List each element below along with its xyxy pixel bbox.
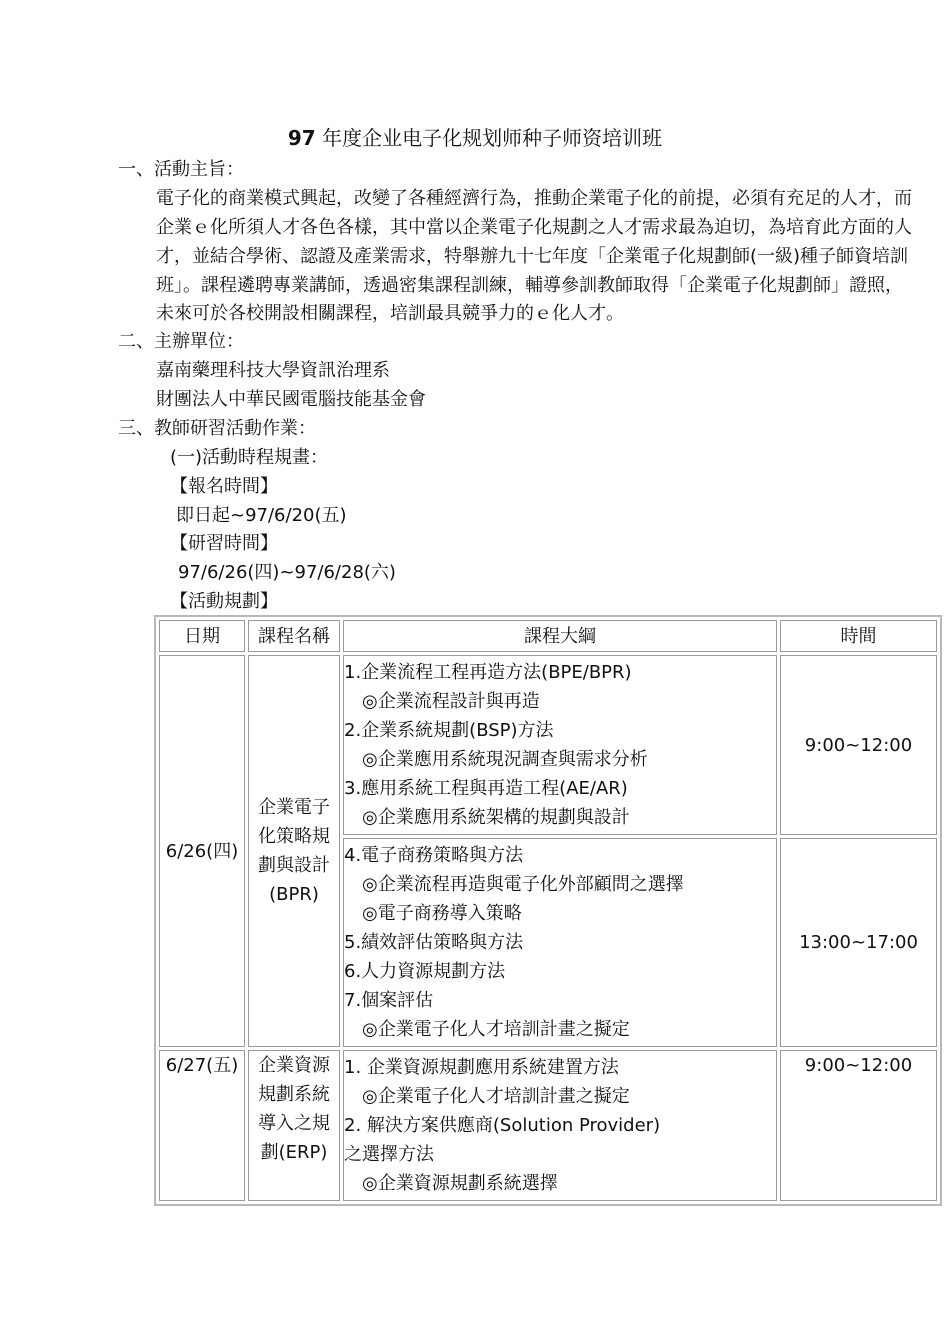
header-course-name: 課程名稱 <box>248 620 340 652</box>
study-value: 97/6/26(四)~97/6/28(六) <box>178 562 396 583</box>
title-year: 97 <box>287 126 316 150</box>
section3-heading: 三、教師研習活動作業： <box>118 418 316 439</box>
section1-line: 未來可於各校開設相關課程，培訓最具競爭力的ｅ化人才。 <box>156 303 624 324</box>
outline-line: 1. 企業資源規劃應用系統建置方法 <box>344 1057 619 1078</box>
outline-line: ◎企業流程設計與再造 <box>362 691 540 712</box>
plan-label: 【活動規劃】 <box>170 591 278 612</box>
day1-afternoon-outline <box>343 838 777 1047</box>
outline-line: ◎企業應用系統架構的規劃與設計 <box>362 807 630 828</box>
day2-outline <box>343 1050 777 1201</box>
outline-line: ◎企業電子化人才培訓計畫之擬定 <box>362 1019 630 1040</box>
section3-subheading: (一)活動時程規畫： <box>170 447 329 468</box>
table-header-row <box>159 620 937 652</box>
day2-course-name <box>248 1050 340 1201</box>
outline-line: 1.企業流程工程再造方法(BPE/BPR) <box>344 662 632 683</box>
day1-morning-time: 9:00~12:00 <box>780 655 937 835</box>
section1-heading: 一、活動主旨： <box>118 159 244 180</box>
header-date: 日期 <box>159 620 245 652</box>
title-text: 年度企业电子化规划师种子师资培训班 <box>322 126 663 150</box>
outline-line: 7.個案評估 <box>344 990 434 1011</box>
day1-date: 6/26(四) <box>159 655 245 1047</box>
day1-morning-outline <box>343 655 777 835</box>
outline-line: 6.人力資源規劃方法 <box>344 961 506 982</box>
outline-line: 4.電子商務策略與方法 <box>344 845 524 866</box>
section1-line: 電子化的商業模式興起，改變了各種經濟行為，推動企業電子化的前提，必須有充足的人才，而 <box>156 188 912 209</box>
section1-line: 班」。課程遴聘專業講師，透過密集課程訓練，輔導參訓教師取得「企業電子化規劃師」證照， <box>156 275 903 296</box>
outline-line: ◎企業流程再造與電子化外部顧問之選擇 <box>362 874 684 895</box>
registration-label: 【報名時間】 <box>170 476 278 497</box>
header-time: 時間 <box>780 620 937 652</box>
page-title <box>0 124 950 153</box>
organizer-name: 嘉南藥理科技大學資訊治理系 <box>156 360 390 381</box>
outline-line: ◎企業資源規劃系統選擇 <box>362 1173 558 1194</box>
table-row <box>159 655 937 835</box>
course-name-line: 企業資源 <box>258 1055 330 1076</box>
outline-line: 2. 解決方案供應商(Solution Provider) <box>344 1115 661 1136</box>
course-name-line: 導入之規 <box>258 1113 330 1134</box>
course-name-line: 劃(ERP) <box>260 1142 328 1163</box>
course-name-line: 化策略規 <box>258 826 330 847</box>
course-name-line: (BPR) <box>269 884 319 905</box>
study-label: 【研習時間】 <box>170 533 278 554</box>
registration-value: 即日起~97/6/20(五) <box>176 505 347 526</box>
outline-line: 之選擇方法 <box>344 1144 434 1165</box>
day1-course-name <box>248 655 340 1047</box>
table-row <box>159 1050 937 1201</box>
outline-line: ◎電子商務導入策略 <box>362 903 522 924</box>
outline-line: 5.績效評估策略與方法 <box>344 932 524 953</box>
outline-line: ◎企業應用系統現況調查與需求分析 <box>362 749 648 770</box>
course-name-line: 劃與設計 <box>258 855 330 876</box>
schedule-table <box>154 615 942 1206</box>
course-name-line: 企業電子 <box>258 797 330 818</box>
outline-line: 3.應用系統工程與再造工程(AE/AR) <box>344 778 628 799</box>
day2-time: 9:00~12:00 <box>780 1050 937 1201</box>
day2-date: 6/27(五) <box>159 1050 245 1201</box>
section2-heading: 二、主辦單位： <box>118 331 244 352</box>
section1-line: 才，並結合學術、認證及產業需求，特舉辦九十七年度「企業電子化規劃師(一級)種子師資培訓 <box>156 246 909 267</box>
outline-line: 2.企業系統規劃(BSP)方法 <box>344 720 554 741</box>
organizer-name: 財團法人中華民國電腦技能基金會 <box>156 389 426 410</box>
outline-line: ◎企業電子化人才培訓計畫之擬定 <box>362 1086 630 1107</box>
section1-line: 企業ｅ化所須人才各色各樣，其中當以企業電子化規劃之人才需求最為迫切，為培育此方面的人 <box>156 217 912 238</box>
course-name-line: 規劃系統 <box>258 1084 330 1105</box>
day1-afternoon-time: 13:00~17:00 <box>780 838 937 1047</box>
header-outline: 課程大綱 <box>343 620 777 652</box>
